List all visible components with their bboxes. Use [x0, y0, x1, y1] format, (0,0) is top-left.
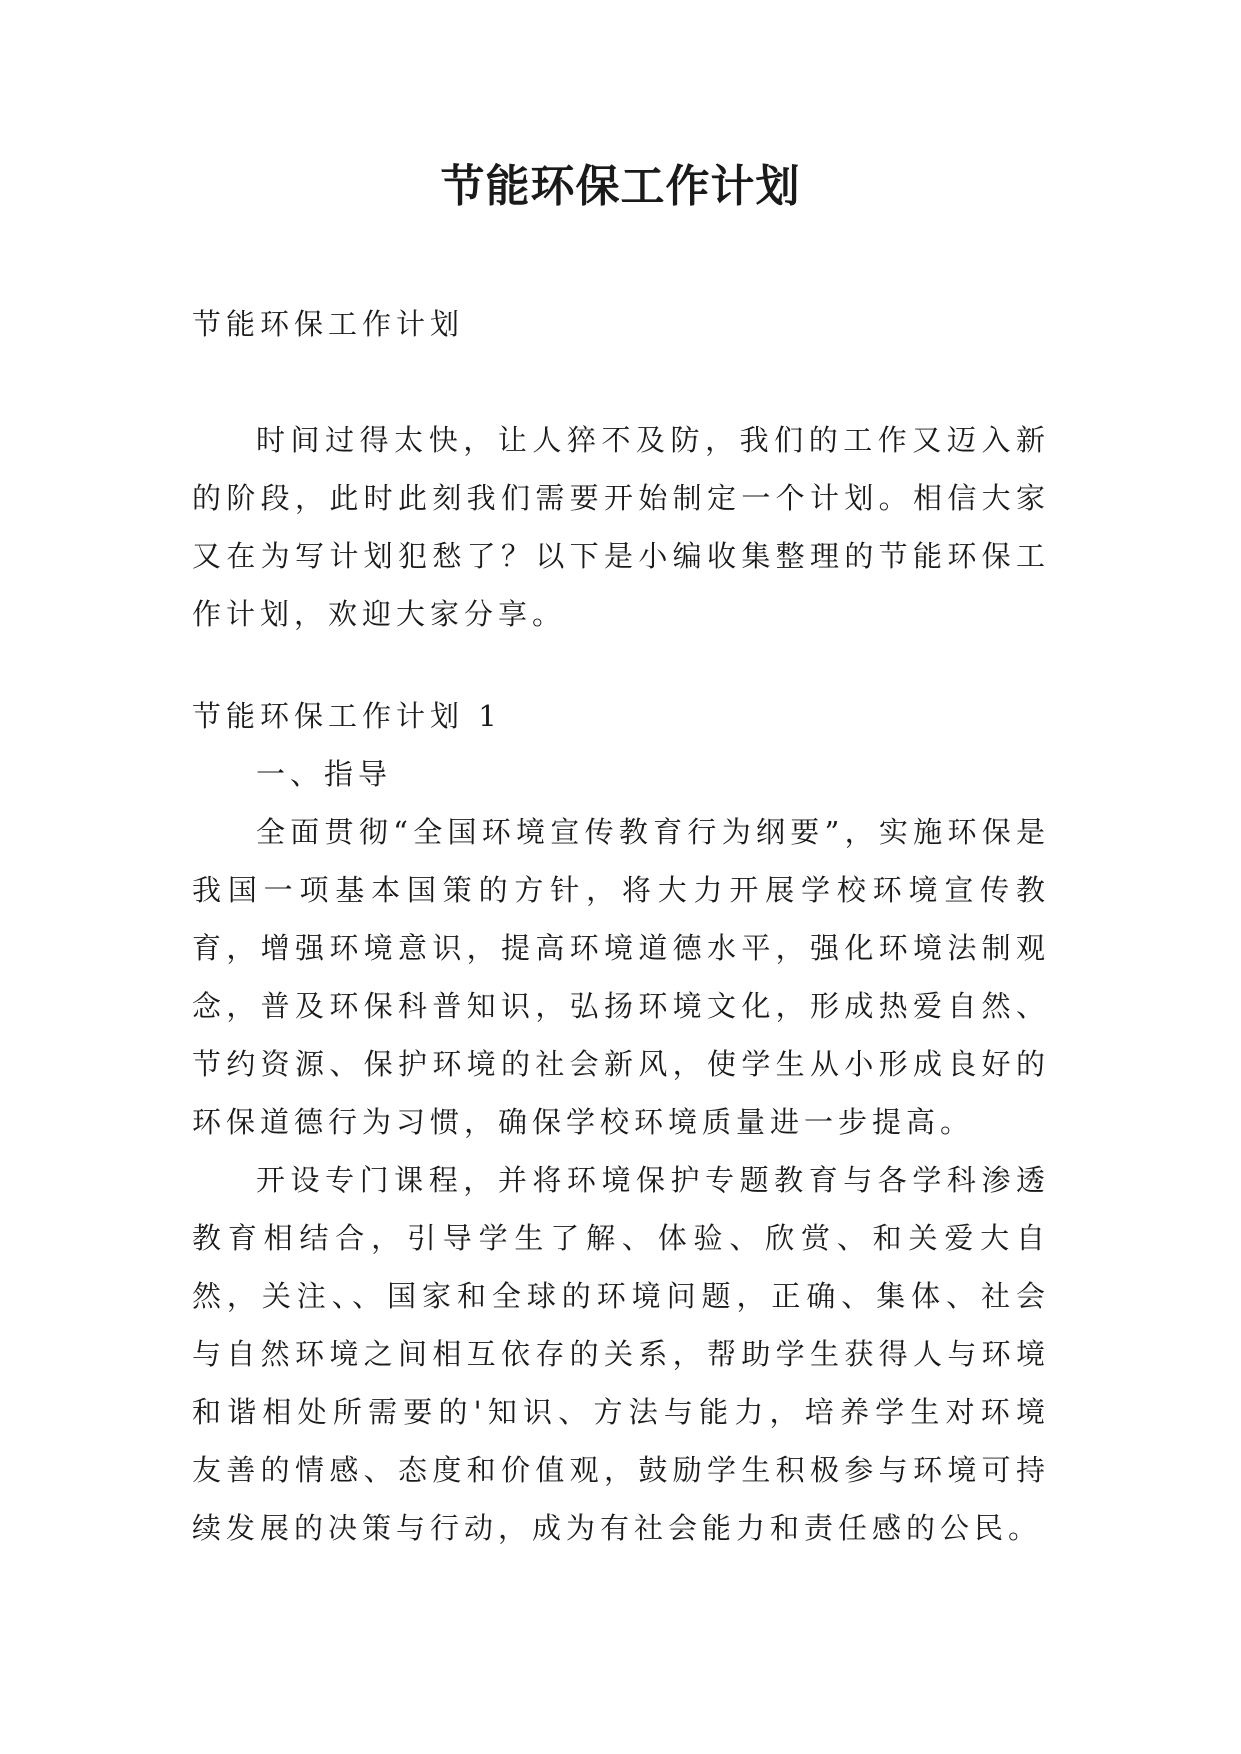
- document-subtitle: 节能环保工作计划: [192, 307, 465, 341]
- document-title: 节能环保工作计划: [440, 161, 801, 212]
- section-heading: 一、指导: [256, 757, 393, 791]
- intro-paragraph: 时间过得太快，让人猝不及防，我们的工作又迈入新的阶段，此时此刻我们需要开始制定一个计划。相信大家又在为写计划犯愁了？以下是小编收集整理的节能环保工作计划，欢迎大家分享。: [192, 423, 1050, 631]
- section-title: 节能环保工作计划 1: [192, 699, 502, 733]
- guidance-paragraph: 全面贯彻“全国环境宣传教育行为纲要”，实施环保是我国一项基本国策的方针，将大力开展学校环境宣传教育，增强环境意识，提高环境道德水平，强化环境法制观念，普及环保科普知识，弘扬环境文化，形成热爱自然、节约资源、保护环境的社会新风，使学生从小形成良好的环保道德行为习惯，确保学校环境质量进一步提高。: [192, 815, 1050, 1139]
- document-body: [192, 295, 1050, 1557]
- curriculum-paragraph: 开设专门课程，并将环境保护专题教育与各学科渗透教育相结合，引导学生了解、体验、欣赏、和关爱大自然，关注、、国家和全球的环境问题，正确、集体、社会与自然环境之间相互依存的关系，帮助学生获得人与环境和谐相处所需要的'知识、方法与能力，培养学生对环境友善的情感、态度和价值观，鼓励学生积极参与环境可持续发展的决策与行动，成为有社会能力和责任感的公民。: [192, 1163, 1050, 1545]
